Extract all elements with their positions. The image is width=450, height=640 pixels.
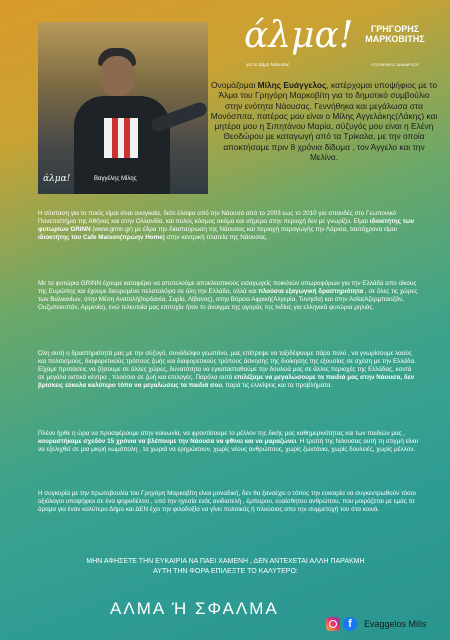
bold-segment: ιδιοκτήτης του Cafe Maison(πρώην Home) bbox=[38, 234, 165, 241]
motivation-paragraph bbox=[38, 430, 418, 454]
text-segment: στην κεντρική πλατεία της Νάουσας. bbox=[164, 234, 268, 241]
bold-segment: επιλέξαμε να μεγαλώσουμε τα παιδιά μας στην Νάουσα, δεν βρίσκεις εύκολα καλύτερο τόπο να μεγαλώσεις τα παιδιά σου bbox=[38, 374, 415, 389]
facebook-icon[interactable]: f bbox=[343, 617, 357, 631]
photo-caption: Βαγγέλης Μίλης bbox=[94, 176, 137, 182]
logo-role: ΥΠΟΨΗΦΙΟΣ ΔΗΜΑΡΧΟΣ bbox=[370, 62, 420, 67]
business-paragraph bbox=[38, 280, 418, 312]
photo-shirt-shape bbox=[104, 118, 138, 158]
endorsement-paragraph bbox=[38, 490, 418, 514]
text-segment: Πλέον ήρθε η ώρα να προσφέρουμε στην κοινωνία, να φροντίσουμε το μέλλον της δικής μας καθημερινότητας και των παιδιών μας , bbox=[38, 430, 406, 437]
cta-line-2: ΑΥΤΗ ΤΗΝ ΦΟΡΑ ΕΠΙΛΕΞΤΕ ΤΟ ΚΑΛΥΤΕΡΟ: bbox=[153, 568, 298, 575]
photo-head-shape bbox=[100, 56, 134, 96]
bold-segment: πλούσια εξαγωγική δραστηριότητα bbox=[258, 288, 364, 295]
text-segment: Όλη αυτή η δραστηριότητά μας με την σύζυγό, συνάδελφο γεωπόνο, μας επέτρεψε να ταξιδέψουμε πάρα πολύ , να γνωρίσουμε λαούς και πολιτισμούς, διαφορετικούς τρόπους ζωής και διαφορετικούς τρόπους άσκησης της διοίκησης της εξουσίας σε σχέση με την Ελλάδα. Είχαμε προτάσεις να ζήσουμε σε άλλες χώρες, δυνατότητα να εγκατασταθούμε την δουλειά μας σε άλλες περιοχές της Ελλάδας, κοντά σε μεγάλα αστικά κέντρα , πλούσια σε ζωή και επιλογές. Παρόλα αυτά bbox=[38, 350, 416, 381]
social-links bbox=[326, 617, 427, 631]
slogan: ΑΛΜΑ Ή ΣΦΑΛΜΑ bbox=[110, 599, 279, 618]
bold-segment: κουραστήκαμε σχεδόν 15 χρόνια να βλέπουμε την Νάουσα να φθίνει και να μαραζώνει bbox=[38, 438, 297, 445]
intro-prefix: Ονομάζομαι bbox=[211, 80, 258, 90]
text-segment: Η σύσταση για το ποιός είμαι είναι αναγκαία, διότι έλειψα από την Νάουσα από το 2003 εως το 2010 για σπουδές στο Γεωπονικό Πανεπιστήμιο της Αθήνας και στην Ολλανδία, και πολύς κόσμος ακόμα και σήμερα στην περιοχή δεν με γνωρίζει. Είμαι bbox=[38, 210, 397, 225]
text-segment: . Η τροπή της Νάουσας αυτή τη στιγμή είναι να εξελιχθεί σε μια μικρή κωμόπολη , τα χωριά να ερημώσουν, χωρίς νέους ανθρώπους, χωρίς ζωντάνια, χωρίς δουλειές, χωρίς μέλλον. bbox=[38, 438, 418, 453]
photo-logo: άλμα! bbox=[43, 174, 71, 184]
logo-mark: άλμα! bbox=[244, 15, 354, 56]
travel-paragraph bbox=[38, 350, 418, 390]
text-segment: , σε όλες τις χώρες των Βαλκανίων, στην Μέση Ανατολή(Ιορδανία, Συρία, Λίβανος), στην Βόρεια Αφρική(Αλγερία, Τυνησία) και στην Ασία(Αζερμπαιτζάν, Ουζμπεκιστάν, Αρμενία), ενώ τελευταία μας επιτυχία ήταν το άνοιγμα της αγοράς της Ινδίας για ελληνικά φυτώρια μηλιάς. bbox=[38, 288, 418, 311]
candidate-photo bbox=[38, 22, 208, 194]
social-handle: Evaggelos Milis bbox=[364, 619, 427, 629]
logo-candidate-name: ΓΡΗΓΟΡΗΣ ΜΑΡΚΟΒΙΤΗΣ bbox=[365, 24, 425, 44]
intro-paragraph bbox=[210, 80, 438, 162]
instagram-icon[interactable] bbox=[326, 617, 340, 631]
campaign-logo bbox=[244, 14, 434, 74]
call-to-action bbox=[38, 557, 413, 577]
logo-subtitle: για το Δήμο Νάουσας bbox=[246, 62, 290, 67]
bio-paragraph bbox=[38, 210, 418, 242]
candidate-name: Μίλης Ευάγγελος bbox=[257, 80, 327, 90]
text-segment: Η συγκυρία με την πρωτοβουλία του Γρηγόρη Μαρκοβίτη είναι μοναδική, δεν θα ξαναέχει ο τόπος την ευκαιρία να συγκεντρωθούν τόσοι αξιόλογοι υποψήφιοι σε ένα ψηφοδέλτιο , υπό την ηγεσία ενός ανιδιοτελή , έμπειρου, ευαίσθητου ανθρώπου, που μοιράζεται με εμάς το όραμα για έναν καλύτερο Δήμο και ΔΕΝ έχει την φιλοδοξία να γίνει πολιτικός ή πλούσιος απο την συμμετοχή του στα κοινά. bbox=[38, 490, 416, 513]
text-segment: Με τα φυτώρια GRINN έχουμε καταφέρει να αποτελούμε αποκλειστικούς εισαγωγείς ποικιλιών οπωροφόρων για την Ελλάδα απο οίκους της Ευρώπης και έχουμε διευρυμένο πελατολόγιο σε όλη την Ελλάδα, αλλά και bbox=[38, 280, 417, 295]
cta-line-1: ΜΗΝ ΑΦΗΣΕΤΕ ΤΗΝ ΕΥΚΑΙΡΙΑ ΝΑ ΠΑΕΙ ΧΑΜΕΝΗ , ΔΕΝ ΑΝΤΕΧΕΤΑΙ ΑΛΛΗ ΠΑΡΑΚΜΗ bbox=[86, 558, 365, 565]
text-segment: (www.grinn.gr) με έδρα την διασταύρωση της Νάουσας και περιοχή παραγωγής την Λάρισα, ταυτόχρονα είμαι bbox=[90, 226, 397, 233]
photo-stripe bbox=[124, 118, 130, 158]
intro-text: , κατέρχομαι υποψήφιος με το Άλμα του Γρηγόρη Μαρκοβίτη για το δημοτικό συμβούλιο στην ενότητα Νάουσας. Γεννήθηκα και μεγάλωσα στα Μονόσπιτα, πατέρας μου είναι ο Μίλης Αγγελάκης(Λάκης) και μητέρα μου η Σιπητάνου Μαρία, σύζυγός μου είναι η Ελένη Θεοδώρου με καταγωγή από τα Τρίκαλα, με την οποία αποκτήσαμε πριν 8 χρόνια δίδυμα , τον Άγγελο και την Μελίνα. bbox=[210, 80, 438, 163]
bold-segment: ιδιοκτήτης των φυτωρίων GRINN bbox=[38, 218, 415, 233]
photo-stripe bbox=[112, 118, 118, 158]
text-segment: , παρά τις ελλείψεις και τα προβλήματα. bbox=[221, 382, 333, 389]
